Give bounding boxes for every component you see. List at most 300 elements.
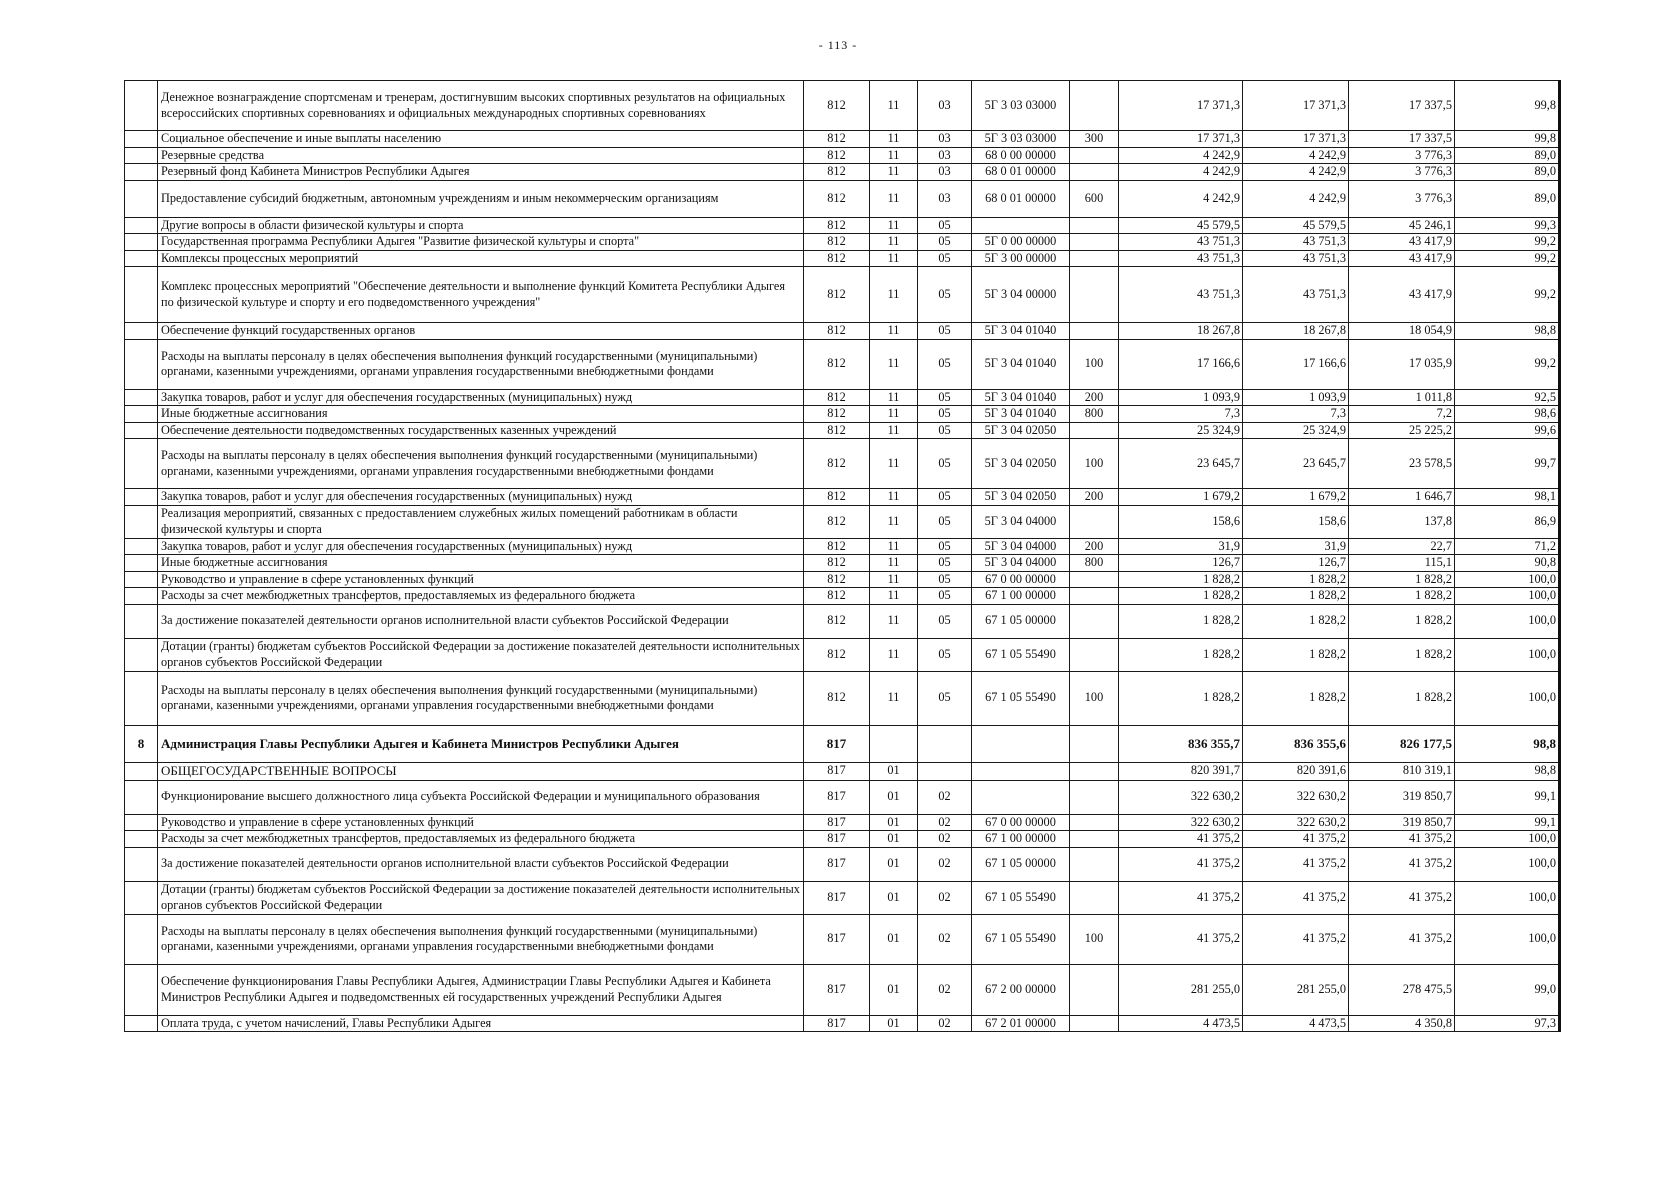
row-percent-cell: 90,8 bbox=[1455, 555, 1560, 572]
row-name-cell: Функционирование высшего должностного лица субъекта Российской Федерации и муниципального образования bbox=[158, 780, 804, 814]
row-executed-amount-cell: 3 776,3 bbox=[1349, 180, 1455, 217]
row-grbs-cell: 812 bbox=[804, 671, 870, 725]
row-section-cell: 11 bbox=[870, 439, 918, 489]
row-grbs-cell: 812 bbox=[804, 505, 870, 538]
table-row bbox=[125, 164, 1560, 181]
row-name-cell: Обеспечение функционирования Главы Республики Адыгея, Администрации Главы Республики Адыгея и Кабинета Министров Республики Адыгея и подведомственных ей государственных учреждений Республики Адыгея bbox=[158, 964, 804, 1015]
row-budget-list-amount-cell: 23 645,7 bbox=[1243, 439, 1349, 489]
row-section-cell: 11 bbox=[870, 250, 918, 267]
row-number-cell bbox=[125, 250, 158, 267]
row-number-cell bbox=[125, 555, 158, 572]
row-expense-type-cell bbox=[1070, 588, 1119, 605]
row-percent-cell: 99,3 bbox=[1455, 217, 1560, 234]
row-subsection-cell: 05 bbox=[918, 439, 972, 489]
row-number-cell bbox=[125, 571, 158, 588]
row-budget-list-amount-cell: 322 630,2 bbox=[1243, 814, 1349, 831]
row-target-article-cell: 5Г 3 04 04000 bbox=[972, 538, 1070, 555]
table-row bbox=[125, 881, 1560, 914]
row-subsection-cell: 02 bbox=[918, 780, 972, 814]
table-row bbox=[125, 389, 1560, 406]
table-row bbox=[125, 339, 1560, 389]
row-section-cell: 11 bbox=[870, 671, 918, 725]
row-expense-type-cell bbox=[1070, 831, 1119, 848]
row-percent-cell: 99,6 bbox=[1455, 422, 1560, 439]
row-expense-type-cell: 300 bbox=[1070, 131, 1119, 148]
table-row bbox=[125, 267, 1560, 323]
row-name-cell: Расходы на выплаты персоналу в целях обеспечения выполнения функций государственными (муниципальными) органами, казенными учреждениями, органами управления государственными внебюджетными фондами bbox=[158, 671, 804, 725]
row-approved-amount-cell: 45 579,5 bbox=[1119, 217, 1243, 234]
row-target-article-cell: 5Г 3 04 02050 bbox=[972, 422, 1070, 439]
row-number-cell bbox=[125, 964, 158, 1015]
row-approved-amount-cell: 1 828,2 bbox=[1119, 671, 1243, 725]
row-budget-list-amount-cell: 43 751,3 bbox=[1243, 250, 1349, 267]
row-expense-type-cell bbox=[1070, 881, 1119, 914]
row-grbs-cell: 812 bbox=[804, 555, 870, 572]
row-budget-list-amount-cell: 17 371,3 bbox=[1243, 131, 1349, 148]
row-section-cell: 01 bbox=[870, 780, 918, 814]
row-subsection-cell: 05 bbox=[918, 671, 972, 725]
row-approved-amount-cell: 4 473,5 bbox=[1119, 1015, 1243, 1032]
row-subsection-cell bbox=[918, 762, 972, 780]
row-budget-list-amount-cell: 281 255,0 bbox=[1243, 964, 1349, 1015]
row-target-article-cell: 67 1 00 00000 bbox=[972, 831, 1070, 848]
table-row bbox=[125, 964, 1560, 1015]
row-executed-amount-cell: 1 828,2 bbox=[1349, 571, 1455, 588]
row-budget-list-amount-cell: 4 242,9 bbox=[1243, 180, 1349, 217]
row-subsection-cell: 05 bbox=[918, 234, 972, 251]
row-approved-amount-cell: 322 630,2 bbox=[1119, 814, 1243, 831]
row-budget-list-amount-cell: 45 579,5 bbox=[1243, 217, 1349, 234]
row-budget-list-amount-cell: 126,7 bbox=[1243, 555, 1349, 572]
row-grbs-cell: 812 bbox=[804, 571, 870, 588]
row-percent-cell: 99,8 bbox=[1455, 131, 1560, 148]
row-number-cell bbox=[125, 762, 158, 780]
row-subsection-cell: 05 bbox=[918, 267, 972, 323]
row-target-article-cell: 67 1 00 00000 bbox=[972, 588, 1070, 605]
row-name-cell: Другие вопросы в области физической культуры и спорта bbox=[158, 217, 804, 234]
row-percent-cell: 99,1 bbox=[1455, 814, 1560, 831]
row-executed-amount-cell: 41 375,2 bbox=[1349, 847, 1455, 881]
table-row bbox=[125, 604, 1560, 638]
row-target-article-cell: 68 0 00 00000 bbox=[972, 147, 1070, 164]
row-expense-type-cell: 800 bbox=[1070, 555, 1119, 572]
row-section-cell: 11 bbox=[870, 638, 918, 671]
row-number-cell bbox=[125, 588, 158, 605]
row-percent-cell: 98,1 bbox=[1455, 489, 1560, 506]
row-executed-amount-cell: 25 225,2 bbox=[1349, 422, 1455, 439]
row-grbs-cell: 812 bbox=[804, 234, 870, 251]
row-percent-cell: 99,7 bbox=[1455, 439, 1560, 489]
row-section-cell: 11 bbox=[870, 571, 918, 588]
row-number-cell bbox=[125, 131, 158, 148]
row-grbs-cell: 817 bbox=[804, 831, 870, 848]
row-approved-amount-cell: 41 375,2 bbox=[1119, 881, 1243, 914]
row-subsection-cell: 05 bbox=[918, 555, 972, 572]
row-number-cell: 8 bbox=[125, 725, 158, 762]
row-target-article-cell: 67 1 05 55490 bbox=[972, 881, 1070, 914]
row-number-cell bbox=[125, 604, 158, 638]
row-expense-type-cell bbox=[1070, 250, 1119, 267]
row-name-cell: Реализация мероприятий, связанных с предоставлением служебных жилых помещений работникам в области физической культуры и спорта bbox=[158, 505, 804, 538]
row-grbs-cell: 817 bbox=[804, 780, 870, 814]
row-budget-list-amount-cell: 31,9 bbox=[1243, 538, 1349, 555]
row-name-cell: Комплексы процессных мероприятий bbox=[158, 250, 804, 267]
row-grbs-cell: 812 bbox=[804, 267, 870, 323]
row-number-cell bbox=[125, 1015, 158, 1032]
row-subsection-cell: 02 bbox=[918, 1015, 972, 1032]
table-row bbox=[125, 638, 1560, 671]
row-target-article-cell: 67 1 05 55490 bbox=[972, 914, 1070, 964]
row-name-cell: Предоставление субсидий бюджетным, автономным учреждениям и иным некоммерческим организациям bbox=[158, 180, 804, 217]
row-executed-amount-cell: 278 475,5 bbox=[1349, 964, 1455, 1015]
row-target-article-cell bbox=[972, 762, 1070, 780]
row-approved-amount-cell: 1 679,2 bbox=[1119, 489, 1243, 506]
table-row bbox=[125, 217, 1560, 234]
row-subsection-cell bbox=[918, 725, 972, 762]
table-body bbox=[125, 81, 1560, 1032]
table-row bbox=[125, 571, 1560, 588]
row-budget-list-amount-cell: 1 828,2 bbox=[1243, 588, 1349, 605]
row-section-cell: 11 bbox=[870, 406, 918, 423]
row-grbs-cell: 812 bbox=[804, 406, 870, 423]
row-name-cell: Расходы за счет межбюджетных трансфертов, предоставляемых из федерального бюджета bbox=[158, 831, 804, 848]
row-subsection-cell: 02 bbox=[918, 847, 972, 881]
row-grbs-cell: 812 bbox=[804, 180, 870, 217]
table-row bbox=[125, 489, 1560, 506]
table-row bbox=[125, 847, 1560, 881]
row-percent-cell: 99,2 bbox=[1455, 250, 1560, 267]
row-number-cell bbox=[125, 339, 158, 389]
row-grbs-cell: 812 bbox=[804, 131, 870, 148]
table-row bbox=[125, 814, 1560, 831]
table-row bbox=[125, 505, 1560, 538]
row-approved-amount-cell: 281 255,0 bbox=[1119, 964, 1243, 1015]
table-row bbox=[125, 780, 1560, 814]
row-executed-amount-cell: 7,2 bbox=[1349, 406, 1455, 423]
row-executed-amount-cell: 23 578,5 bbox=[1349, 439, 1455, 489]
row-section-cell: 11 bbox=[870, 217, 918, 234]
row-number-cell bbox=[125, 147, 158, 164]
row-percent-cell: 98,8 bbox=[1455, 323, 1560, 340]
row-target-article-cell: 5Г 0 00 00000 bbox=[972, 234, 1070, 251]
row-expense-type-cell: 100 bbox=[1070, 914, 1119, 964]
row-percent-cell: 100,0 bbox=[1455, 571, 1560, 588]
row-target-article-cell: 67 1 05 55490 bbox=[972, 671, 1070, 725]
row-expense-type-cell: 200 bbox=[1070, 489, 1119, 506]
row-budget-list-amount-cell: 1 828,2 bbox=[1243, 638, 1349, 671]
row-target-article-cell: 68 0 01 00000 bbox=[972, 180, 1070, 217]
row-number-cell bbox=[125, 814, 158, 831]
row-subsection-cell: 05 bbox=[918, 604, 972, 638]
table-row bbox=[125, 831, 1560, 848]
page-number: - 113 - bbox=[818, 38, 858, 52]
row-expense-type-cell bbox=[1070, 267, 1119, 323]
table-row bbox=[125, 914, 1560, 964]
row-grbs-cell: 812 bbox=[804, 389, 870, 406]
table-row bbox=[125, 234, 1560, 251]
row-grbs-cell: 817 bbox=[804, 964, 870, 1015]
row-budget-list-amount-cell: 1 828,2 bbox=[1243, 571, 1349, 588]
row-approved-amount-cell: 25 324,9 bbox=[1119, 422, 1243, 439]
row-approved-amount-cell: 23 645,7 bbox=[1119, 439, 1243, 489]
row-executed-amount-cell: 17 337,5 bbox=[1349, 131, 1455, 148]
row-approved-amount-cell: 43 751,3 bbox=[1119, 250, 1243, 267]
row-target-article-cell: 5Г 3 04 01040 bbox=[972, 339, 1070, 389]
row-approved-amount-cell: 820 391,7 bbox=[1119, 762, 1243, 780]
row-subsection-cell: 05 bbox=[918, 538, 972, 555]
row-executed-amount-cell: 41 375,2 bbox=[1349, 831, 1455, 848]
row-section-cell: 01 bbox=[870, 881, 918, 914]
table-row bbox=[125, 555, 1560, 572]
row-number-cell bbox=[125, 422, 158, 439]
row-budget-list-amount-cell: 1 828,2 bbox=[1243, 604, 1349, 638]
row-grbs-cell: 817 bbox=[804, 1015, 870, 1032]
row-target-article-cell: 5Г 3 00 00000 bbox=[972, 250, 1070, 267]
row-subsection-cell: 02 bbox=[918, 814, 972, 831]
row-target-article-cell: 5Г 3 03 03000 bbox=[972, 131, 1070, 148]
row-target-article-cell bbox=[972, 725, 1070, 762]
row-executed-amount-cell: 4 350,8 bbox=[1349, 1015, 1455, 1032]
row-budget-list-amount-cell: 1 093,9 bbox=[1243, 389, 1349, 406]
table-row bbox=[125, 323, 1560, 340]
row-percent-cell: 99,2 bbox=[1455, 267, 1560, 323]
row-target-article-cell: 67 0 00 00000 bbox=[972, 814, 1070, 831]
row-section-cell: 11 bbox=[870, 588, 918, 605]
row-executed-amount-cell: 41 375,2 bbox=[1349, 914, 1455, 964]
row-expense-type-cell bbox=[1070, 638, 1119, 671]
row-expense-type-cell bbox=[1070, 323, 1119, 340]
row-percent-cell: 89,0 bbox=[1455, 164, 1560, 181]
row-subsection-cell: 05 bbox=[918, 406, 972, 423]
row-name-cell: Дотации (гранты) бюджетам субъектов Российской Федерации за достижение показателей деятельности исполнительных органов субъектов Российской Федерации bbox=[158, 881, 804, 914]
row-grbs-cell: 812 bbox=[804, 147, 870, 164]
row-name-cell: Руководство и управление в сфере установленных функций bbox=[158, 814, 804, 831]
row-number-cell bbox=[125, 406, 158, 423]
row-target-article-cell: 67 1 05 00000 bbox=[972, 604, 1070, 638]
row-target-article-cell: 5Г 3 04 01040 bbox=[972, 323, 1070, 340]
row-approved-amount-cell: 4 242,9 bbox=[1119, 147, 1243, 164]
row-section-cell: 11 bbox=[870, 234, 918, 251]
row-budget-list-amount-cell: 41 375,2 bbox=[1243, 881, 1349, 914]
row-subsection-cell: 02 bbox=[918, 964, 972, 1015]
row-expense-type-cell: 100 bbox=[1070, 671, 1119, 725]
row-budget-list-amount-cell: 1 828,2 bbox=[1243, 671, 1349, 725]
row-number-cell bbox=[125, 323, 158, 340]
row-percent-cell: 98,8 bbox=[1455, 725, 1560, 762]
row-executed-amount-cell: 137,8 bbox=[1349, 505, 1455, 538]
row-section-cell: 11 bbox=[870, 604, 918, 638]
row-grbs-cell: 812 bbox=[804, 217, 870, 234]
row-target-article-cell: 5Г 3 04 02050 bbox=[972, 489, 1070, 506]
row-expense-type-cell bbox=[1070, 847, 1119, 881]
row-number-cell bbox=[125, 671, 158, 725]
row-percent-cell: 98,8 bbox=[1455, 762, 1560, 780]
row-executed-amount-cell: 1 828,2 bbox=[1349, 604, 1455, 638]
row-approved-amount-cell: 1 828,2 bbox=[1119, 571, 1243, 588]
row-executed-amount-cell: 115,1 bbox=[1349, 555, 1455, 572]
row-target-article-cell: 5Г 3 04 00000 bbox=[972, 267, 1070, 323]
row-target-article-cell: 5Г 3 04 04000 bbox=[972, 555, 1070, 572]
row-expense-type-cell bbox=[1070, 814, 1119, 831]
table-row bbox=[125, 422, 1560, 439]
row-percent-cell: 98,6 bbox=[1455, 406, 1560, 423]
table-row bbox=[125, 250, 1560, 267]
row-target-article-cell: 67 1 05 00000 bbox=[972, 847, 1070, 881]
row-approved-amount-cell: 836 355,7 bbox=[1119, 725, 1243, 762]
row-budget-list-amount-cell: 7,3 bbox=[1243, 406, 1349, 423]
row-name-cell: Обеспечение функций государственных органов bbox=[158, 323, 804, 340]
row-subsection-cell: 05 bbox=[918, 323, 972, 340]
row-executed-amount-cell: 319 850,7 bbox=[1349, 814, 1455, 831]
row-grbs-cell: 812 bbox=[804, 164, 870, 181]
row-grbs-cell: 812 bbox=[804, 323, 870, 340]
row-executed-amount-cell: 319 850,7 bbox=[1349, 780, 1455, 814]
row-section-cell: 01 bbox=[870, 1015, 918, 1032]
row-subsection-cell: 05 bbox=[918, 217, 972, 234]
table-row bbox=[125, 131, 1560, 148]
row-subsection-cell: 05 bbox=[918, 588, 972, 605]
row-expense-type-cell bbox=[1070, 964, 1119, 1015]
row-approved-amount-cell: 1 828,2 bbox=[1119, 588, 1243, 605]
row-expense-type-cell bbox=[1070, 571, 1119, 588]
row-budget-list-amount-cell: 1 679,2 bbox=[1243, 489, 1349, 506]
row-grbs-cell: 817 bbox=[804, 814, 870, 831]
row-subsection-cell: 05 bbox=[918, 489, 972, 506]
row-executed-amount-cell: 3 776,3 bbox=[1349, 147, 1455, 164]
row-approved-amount-cell: 7,3 bbox=[1119, 406, 1243, 423]
row-name-cell: Комплекс процессных мероприятий "Обеспечение деятельности и выполнение функций Комитета Республики Адыгея по физической культуре и спорту и его подведомственного учреждения" bbox=[158, 267, 804, 323]
row-expense-type-cell bbox=[1070, 81, 1119, 131]
row-section-cell: 11 bbox=[870, 538, 918, 555]
row-percent-cell: 99,2 bbox=[1455, 234, 1560, 251]
row-percent-cell: 99,2 bbox=[1455, 339, 1560, 389]
row-target-article-cell: 5Г 3 04 01040 bbox=[972, 389, 1070, 406]
row-target-article-cell: 68 0 01 00000 bbox=[972, 164, 1070, 181]
row-subsection-cell: 05 bbox=[918, 339, 972, 389]
row-section-cell: 11 bbox=[870, 555, 918, 572]
row-target-article-cell: 67 2 00 00000 bbox=[972, 964, 1070, 1015]
row-target-article-cell: 67 2 01 00000 bbox=[972, 1015, 1070, 1032]
row-expense-type-cell bbox=[1070, 505, 1119, 538]
row-approved-amount-cell: 1 828,2 bbox=[1119, 638, 1243, 671]
row-expense-type-cell bbox=[1070, 147, 1119, 164]
table-row bbox=[125, 762, 1560, 780]
row-section-cell: 11 bbox=[870, 180, 918, 217]
row-approved-amount-cell: 158,6 bbox=[1119, 505, 1243, 538]
table-row bbox=[125, 180, 1560, 217]
row-subsection-cell: 03 bbox=[918, 81, 972, 131]
row-approved-amount-cell: 41 375,2 bbox=[1119, 831, 1243, 848]
row-grbs-cell: 812 bbox=[804, 588, 870, 605]
row-approved-amount-cell: 17 166,6 bbox=[1119, 339, 1243, 389]
row-name-cell: Расходы на выплаты персоналу в целях обеспечения выполнения функций государственными (муниципальными) органами, казенными учреждениями, органами управления государственными внебюджетными фондами bbox=[158, 914, 804, 964]
row-executed-amount-cell: 45 246,1 bbox=[1349, 217, 1455, 234]
row-subsection-cell: 05 bbox=[918, 638, 972, 671]
row-executed-amount-cell: 810 319,1 bbox=[1349, 762, 1455, 780]
row-target-article-cell: 5Г 3 04 04000 bbox=[972, 505, 1070, 538]
row-percent-cell: 99,8 bbox=[1455, 81, 1560, 131]
row-section-cell: 11 bbox=[870, 164, 918, 181]
row-budget-list-amount-cell: 41 375,2 bbox=[1243, 847, 1349, 881]
row-name-cell: Закупка товаров, работ и услуг для обеспечения государственных (муниципальных) нужд bbox=[158, 489, 804, 506]
row-executed-amount-cell: 22,7 bbox=[1349, 538, 1455, 555]
row-approved-amount-cell: 322 630,2 bbox=[1119, 780, 1243, 814]
row-number-cell bbox=[125, 831, 158, 848]
row-name-cell: Иные бюджетные ассигнования bbox=[158, 406, 804, 423]
row-subsection-cell: 02 bbox=[918, 831, 972, 848]
row-subsection-cell: 03 bbox=[918, 147, 972, 164]
row-section-cell: 01 bbox=[870, 847, 918, 881]
row-expense-type-cell: 200 bbox=[1070, 389, 1119, 406]
row-number-cell bbox=[125, 439, 158, 489]
row-number-cell bbox=[125, 538, 158, 555]
row-grbs-cell: 812 bbox=[804, 81, 870, 131]
row-percent-cell: 99,1 bbox=[1455, 780, 1560, 814]
row-budget-list-amount-cell: 836 355,6 bbox=[1243, 725, 1349, 762]
row-subsection-cell: 05 bbox=[918, 571, 972, 588]
row-subsection-cell: 03 bbox=[918, 180, 972, 217]
row-subsection-cell: 05 bbox=[918, 389, 972, 406]
table-row bbox=[125, 81, 1560, 131]
row-expense-type-cell bbox=[1070, 1015, 1119, 1032]
row-approved-amount-cell: 43 751,3 bbox=[1119, 234, 1243, 251]
row-section-cell: 11 bbox=[870, 489, 918, 506]
row-percent-cell: 100,0 bbox=[1455, 671, 1560, 725]
row-target-article-cell bbox=[972, 780, 1070, 814]
row-approved-amount-cell: 126,7 bbox=[1119, 555, 1243, 572]
row-target-article-cell: 5Г 3 03 03000 bbox=[972, 81, 1070, 131]
row-expense-type-cell: 600 bbox=[1070, 180, 1119, 217]
row-approved-amount-cell: 4 242,9 bbox=[1119, 180, 1243, 217]
row-grbs-cell: 812 bbox=[804, 422, 870, 439]
row-executed-amount-cell: 41 375,2 bbox=[1349, 881, 1455, 914]
row-grbs-cell: 817 bbox=[804, 762, 870, 780]
row-subsection-cell: 05 bbox=[918, 505, 972, 538]
row-approved-amount-cell: 4 242,9 bbox=[1119, 164, 1243, 181]
row-name-cell: Расходы за счет межбюджетных трансфертов, предоставляемых из федерального бюджета bbox=[158, 588, 804, 605]
row-name-cell: Закупка товаров, работ и услуг для обеспечения государственных (муниципальных) нужд bbox=[158, 389, 804, 406]
row-percent-cell: 100,0 bbox=[1455, 638, 1560, 671]
row-section-cell: 01 bbox=[870, 831, 918, 848]
row-target-article-cell: 5Г 3 04 02050 bbox=[972, 439, 1070, 489]
row-budget-list-amount-cell: 17 166,6 bbox=[1243, 339, 1349, 389]
row-section-cell: 11 bbox=[870, 131, 918, 148]
table-row bbox=[125, 406, 1560, 423]
row-percent-cell: 100,0 bbox=[1455, 914, 1560, 964]
row-section-cell bbox=[870, 725, 918, 762]
row-executed-amount-cell: 17 035,9 bbox=[1349, 339, 1455, 389]
table-row bbox=[125, 538, 1560, 555]
row-budget-list-amount-cell: 41 375,2 bbox=[1243, 914, 1349, 964]
row-grbs-cell: 812 bbox=[804, 638, 870, 671]
row-subsection-cell: 02 bbox=[918, 881, 972, 914]
row-percent-cell: 89,0 bbox=[1455, 147, 1560, 164]
row-approved-amount-cell: 43 751,3 bbox=[1119, 267, 1243, 323]
row-expense-type-cell bbox=[1070, 217, 1119, 234]
row-budget-list-amount-cell: 4 473,5 bbox=[1243, 1015, 1349, 1032]
row-section-cell: 11 bbox=[870, 323, 918, 340]
row-percent-cell: 86,9 bbox=[1455, 505, 1560, 538]
row-expense-type-cell: 200 bbox=[1070, 538, 1119, 555]
row-number-cell bbox=[125, 267, 158, 323]
row-number-cell bbox=[125, 234, 158, 251]
row-grbs-cell: 817 bbox=[804, 847, 870, 881]
row-number-cell bbox=[125, 164, 158, 181]
row-subsection-cell: 05 bbox=[918, 250, 972, 267]
row-name-cell: За достижение показателей деятельности органов исполнительной власти субъектов Российской Федерации bbox=[158, 847, 804, 881]
row-target-article-cell: 67 0 00 00000 bbox=[972, 571, 1070, 588]
row-name-cell: Денежное вознаграждение спортсменам и тренерам, достигнувшим высоких спортивных результатов на официальных всероссийских спортивных соревнованиях и официальных международных спортивных соревнованиях bbox=[158, 81, 804, 131]
